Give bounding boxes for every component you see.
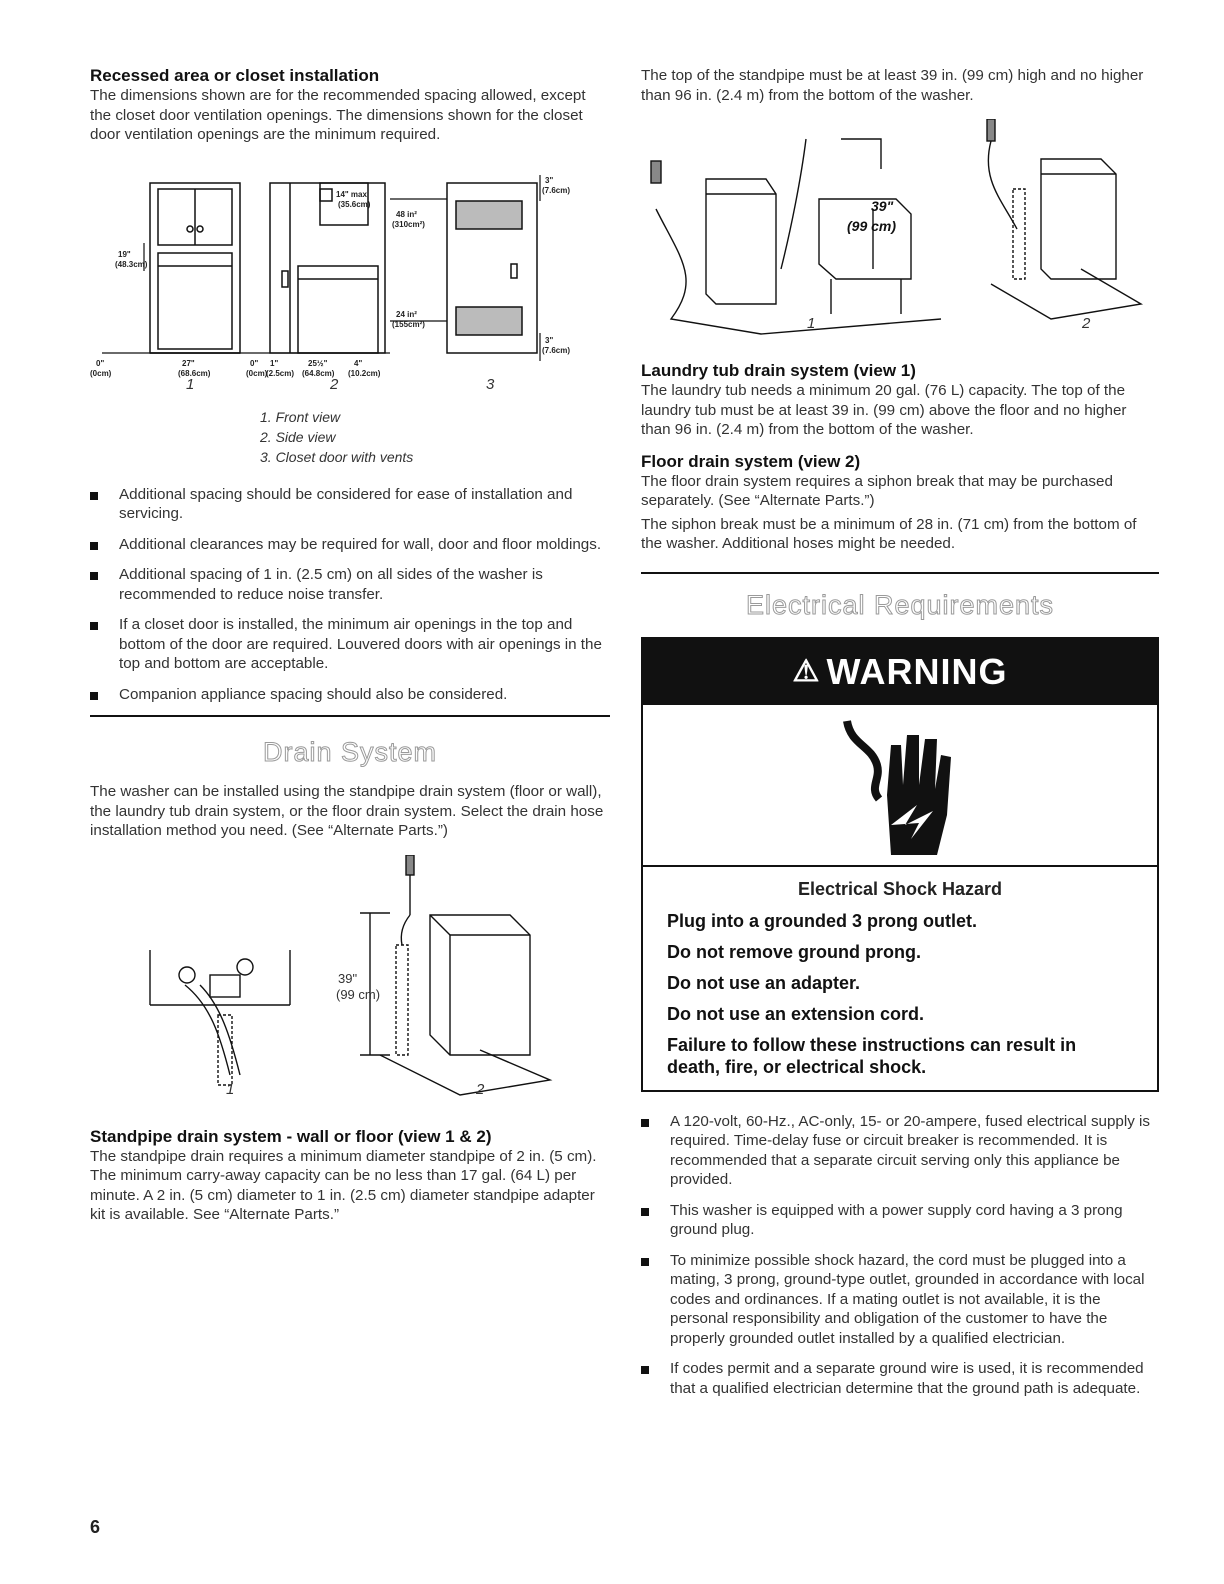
caption-front-view: 1. Front view — [260, 408, 341, 425]
figure-captions — [260, 407, 610, 467]
dim-25: 25½" — [308, 358, 328, 368]
warning-line: Do not use an extension cord. — [667, 1003, 925, 1024]
floor-drain-text-1: The floor drain system requires a siphon break that may be purchased separately. (See “Alternate Parts.”) — [641, 472, 1113, 509]
shock-hand-icon — [841, 715, 961, 855]
left-column — [90, 66, 610, 1225]
standpipe-floor-drawing — [360, 855, 550, 1095]
drain-view-number-1: 1 — [226, 1080, 235, 1098]
dim-3a-cm: (7.6cm) — [542, 185, 571, 195]
tub-heading: Laundry tub drain system (view 1) — [641, 361, 916, 380]
front-view-drawing — [150, 183, 240, 353]
recessed-heading: Recessed area or closet installation — [90, 66, 380, 85]
tub-text: The laundry tub needs a minimum 20 gal. (76 L) capacity. The top of the laundry tub must be at least 39 in. (99 cm) above the floor and no higher than 96 in. (2.4 m) from the bottom of the washer. — [641, 382, 1127, 438]
drain-intro: The washer can be installed using the standpipe drain system (floor or wall), the laundry tub drain system, or the floor drain system. Select the drain hose installation method you need. (See “Alternate Parts.”) — [90, 783, 604, 839]
recessed-intro: The dimensions shown are for the recommended spacing allowed, except the closet door ventilation openings. The dimensions shown for the closet door ventilation openings are the minimum required. — [90, 87, 586, 143]
dim-1: 1" — [270, 358, 279, 368]
dim-0b-cm: (0cm) — [246, 368, 268, 378]
list-item: This washer is equipped with a power supply cord having a 3 prong ground plug. — [641, 1201, 1159, 1240]
view-number-2: 2 — [330, 375, 339, 393]
caption-closet-door: 3. Closet door with vents — [260, 448, 414, 465]
warning-line: Do not use an adapter. — [667, 972, 861, 993]
dim-4-cm: (10.2cm) — [348, 368, 381, 378]
standpipe-text: The standpipe drain requires a minimum diameter standpipe of 2 in. (5 cm). The minimum carry-away capacity can be no less than 17 gal. (64 L) per minute. A 2 in. (5 cm) diameter to 1 in. (2.5 cm) diameter standpipe adapter kit is available. See “Alternate Parts.” — [90, 1147, 597, 1223]
drain-view-number-2: 2 — [476, 1080, 485, 1098]
dim-14-cm: (35.6cm) — [338, 199, 371, 209]
dim-3a: 3" — [545, 175, 554, 185]
list-item: A 120-volt, 60-Hz., AC-only, 15- or 20-ampere, fused electrical supply is required. Time-delay fuse or circuit breaker is recommended. It is recommended that a separate circuit serving only this appliance be provided. — [641, 1112, 1159, 1190]
warning-line: Plug into a grounded 3 prong outlet. — [667, 910, 977, 931]
list-item: Additional spacing should be considered for ease of installation and servicing. — [90, 485, 610, 524]
standpipe-heading: Standpipe drain system - wall or floor (view 1 & 2) — [90, 1126, 492, 1146]
drain-dim-cm: (99 cm) — [336, 986, 381, 1002]
tub-diagram — [641, 119, 1159, 343]
warning-line: Do not remove ground prong. — [667, 941, 921, 962]
dim-3b: 3" — [545, 335, 554, 345]
electrical-bullets — [641, 1112, 1159, 1399]
tub-view-number-1: 1 — [807, 315, 816, 332]
page-number: 6 — [90, 1517, 101, 1537]
dim-3b-cm: (7.6cm) — [542, 345, 571, 355]
right-column — [641, 66, 1159, 1409]
divider — [90, 715, 610, 717]
dim-25-cm: (64.8cm) — [302, 368, 335, 378]
dim-1-cm: (2.5cm) — [266, 368, 295, 378]
laundry-tub-drawing — [651, 139, 941, 334]
dim-24-cm: (155cm²) — [392, 319, 425, 329]
warning-text — [643, 867, 1157, 1090]
dim-48: 48 in² — [396, 209, 417, 219]
tub-view-number-2: 2 — [1082, 315, 1091, 332]
warning-triangle-icon: ⚠ — [792, 655, 821, 688]
dim-14: 14" max. — [336, 189, 370, 199]
drain-diagram — [90, 855, 610, 1105]
list-item: Additional spacing of 1 in. (2.5 cm) on all sides of the washer is recommended to reduce noise transfer. — [90, 565, 610, 604]
view-number-1: 1 — [186, 375, 195, 393]
standpipe-wall-drawing — [150, 950, 290, 1085]
drain-section-title: Drain System — [262, 737, 438, 767]
divider — [641, 572, 1159, 574]
standpipe-top-text: The top of the standpipe must be at least 39 in. (99 cm) high and no higher than 96 in. (2.4 m) from the bottom of the washer. — [641, 67, 1144, 104]
drain-dim: 39" — [338, 970, 358, 986]
tub-figure — [641, 119, 1159, 343]
floor-drain-heading: Floor drain system (view 2) — [641, 451, 861, 471]
warning-header — [643, 639, 1157, 705]
closet-figure — [90, 171, 610, 401]
dim-4: 4" — [354, 358, 363, 368]
view-number-3: 3 — [486, 375, 495, 393]
dim-27: 27" — [182, 358, 195, 368]
warning-box — [641, 637, 1159, 1092]
warning-line: Failure to follow these instructions can result in death, fire, or electrical shock. — [667, 1034, 1077, 1077]
list-item: If a closet door is installed, the minimum air openings in the top and bottom of the door are required. Louvered doors with air openings in the top and bottom are acceptable. — [90, 615, 610, 674]
caption-side-view: 2. Side view — [260, 428, 336, 445]
dim-24: 24 in² — [396, 309, 417, 319]
dim-0b: 0" — [250, 358, 259, 368]
tub-dim: 39" — [871, 198, 894, 214]
dim-0a: 0" — [96, 358, 105, 368]
shock-hazard-panel — [643, 705, 1157, 867]
electrical-section-title: Electrical Requirements — [745, 589, 1055, 620]
list-item: To minimize possible shock hazard, the cord must be plugged into a mating, 3 prong, ground-type outlet, grounded in accordance with local codes and ordinances. If a mating outlet is not available, it is the personal responsibility and obligation of the customer to have the properly grounded outlet installed by a qualified electrician. — [641, 1251, 1159, 1349]
dim-48-cm: (310cm²) — [392, 219, 425, 229]
floor-drain-text-2: The siphon break must be a minimum of 28 in. (71 cm) from the bottom of the washer. Additional hoses might be needed. — [641, 515, 1137, 552]
closet-door-drawing — [447, 183, 537, 353]
list-item: Companion appliance spacing should also be considered. — [90, 685, 610, 705]
dim-19: 19" — [118, 249, 131, 259]
warning-label: WARNING — [826, 650, 1008, 692]
recessed-bullets — [90, 485, 610, 705]
dim-19-cm: (48.3cm) — [115, 259, 148, 269]
list-item: Additional clearances may be required for wall, door and floor moldings. — [90, 535, 610, 555]
drain-figure — [90, 855, 610, 1105]
dim-27-cm: (68.6cm) — [178, 368, 211, 378]
dim-0a-cm: (0cm) — [90, 368, 112, 378]
hazard-title: Electrical Shock Hazard — [797, 878, 1003, 899]
closet-diagram — [90, 171, 610, 401]
list-item: If codes permit and a separate ground wire is used, it is recommended that a qualified electrician determine that the ground path is adequate. — [641, 1359, 1159, 1398]
floor-drain-drawing — [987, 119, 1141, 319]
tub-dim-cm: (99 cm) — [847, 218, 897, 234]
